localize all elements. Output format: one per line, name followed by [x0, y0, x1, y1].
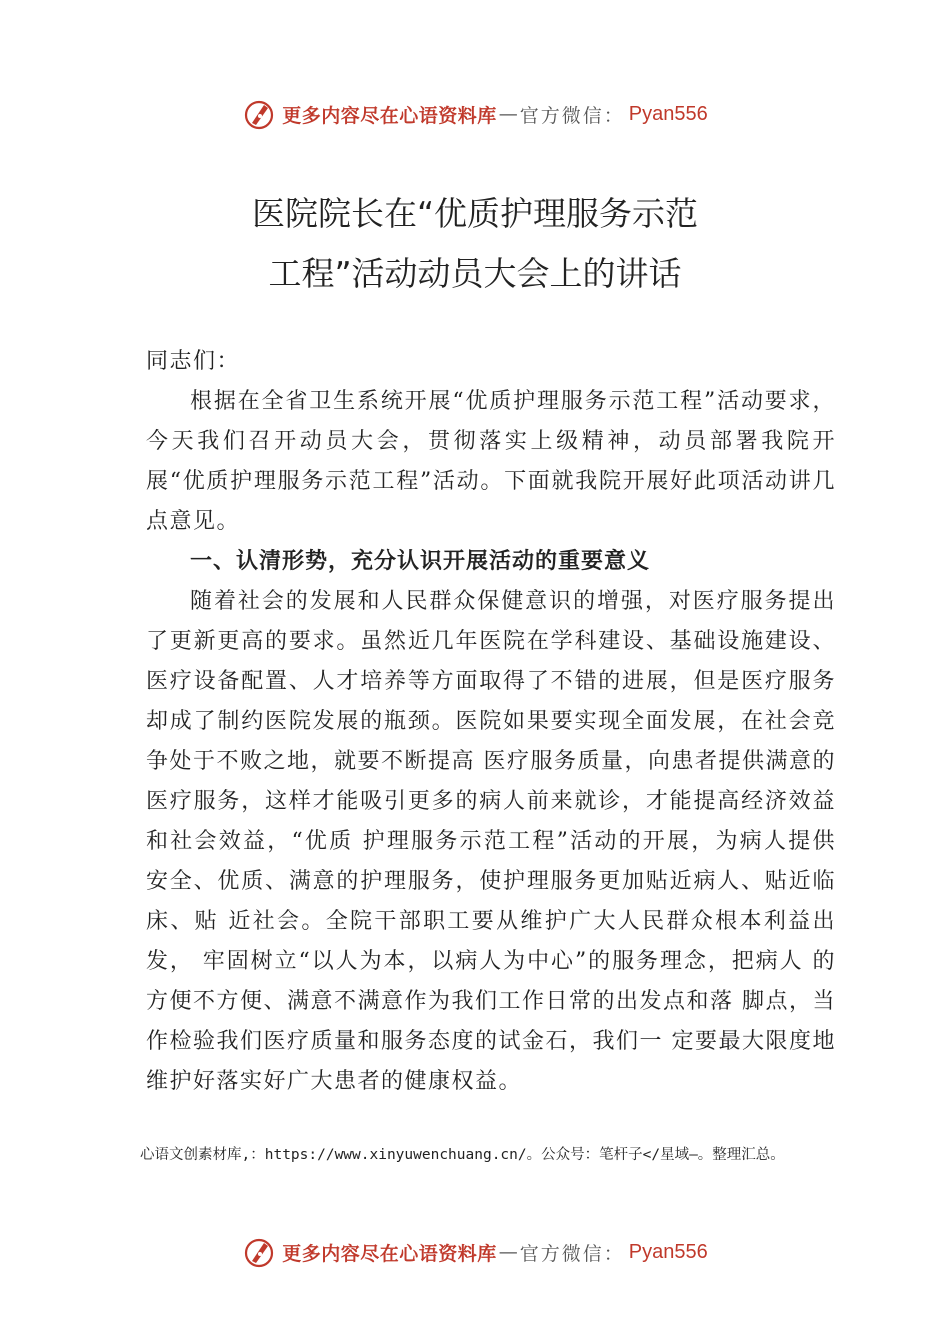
banner-dash: —	[498, 103, 518, 125]
title-line-1: 医院院长在“优质护理服务示范	[251, 194, 699, 233]
section-1-paragraph: 随着社会的发展和人民群众保健意识的增强，对医疗服务提出了更新更高的要求。虽然近几年医院在学科建设、基础设施建设、医疗设备配置、人才培养等方面取得了不错的进展，但是医疗服务却成了制约医院发展的瓶颈。医院如果要实现全面发展，在社会竞争处于不败之地，就要不断提高 医疗服务质量，向患者提供满意的医疗服务，这样才能吸引更多的病人前来就诊，才能提高经济效益和社会效益，“优质 护理服务示范工程”活动的开展，为病人提供安全、优质、满意的护理服务，使护理服务更加贴近病人、贴近临床、贴 近社会。全院干部职工要从维护广大人民群众根本利益出发， 牢固树立“以人为本，以病人为中心”的服务理念，把病人 的方便不方便、满意不满意作为我们工作日常的出发点和落 脚点，当作检验我们医疗质量和服务态度的试金石，我们一 定要最大限度地维护好落实好广大患者的健康权益。	[146, 589, 836, 1094]
footer-banner	[0, 1232, 950, 1272]
document-title	[0, 184, 950, 304]
document-body	[146, 342, 836, 1102]
wechat-label: 官方微信：	[519, 1242, 625, 1265]
header-banner	[0, 94, 950, 134]
intro-paragraph: 根据在全省卫生系统开展“优质护理服务示范工程”活动要求，今天我们召开动员大会，贯彻落实上级精神，动员部署我院开展“优质护理服务示范工程”活动。下面就我院开展好此项活动讲几点意见。	[146, 389, 836, 534]
wechat-handle: Pyan556	[628, 102, 708, 125]
section-heading-1: 一、认清形势，充分认识开展活动的重要意义	[190, 549, 651, 574]
promo-text: 更多内容尽在心语资料库	[282, 1242, 497, 1265]
wechat-handle: Pyan556	[628, 1240, 708, 1263]
wechat-label: 官方微信：	[519, 104, 625, 127]
promo-text: 更多内容尽在心语资料库	[282, 104, 497, 127]
pen-nib-circle-icon	[242, 1235, 276, 1269]
source-note: 心语文创素材库,：https://www.xinyuwenchuang.cn/。公众号：笔杆子</星域—。整理汇总。	[140, 1147, 785, 1163]
pen-nib-circle-icon	[242, 97, 276, 131]
title-line-2: 工程”活动动员大会上的讲话	[268, 254, 682, 293]
greeting: 同志们：	[146, 349, 241, 374]
banner-dash: —	[498, 1241, 518, 1263]
